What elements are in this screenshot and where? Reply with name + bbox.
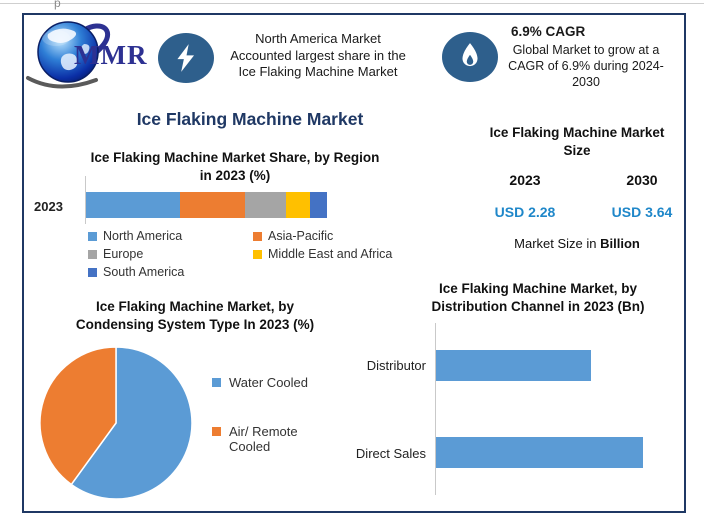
bar-segment-north-america [86,192,180,218]
legend-item-asia-pacific [253,229,392,243]
legend-swatch [88,232,97,241]
legend-item-air-remote-cooled [212,424,316,454]
bar-segment-middle-east-and-africa [286,192,310,218]
distribution-category-direct-sales: Direct Sales [355,446,426,461]
region-chart-title [55,149,415,185]
legend-label: Water Cooled [229,375,308,390]
region-chart-title-line: Ice Flaking Machine Market Share, by Region [90,150,380,165]
market-size-title [452,124,702,160]
legend-swatch [253,232,262,241]
bar-segment-south-america [310,192,327,218]
legend-swatch [253,250,262,259]
page-title: Ice Flaking Machine Market [136,109,364,129]
legend-item-europe [88,247,253,261]
flame-icon [457,42,483,72]
region-chart-legend [88,229,393,279]
condensing-chart-title-line: Condensing System Type In 2023 (%) [75,316,315,332]
legend-item-water-cooled [212,375,332,390]
condensing-chart-title-line: Ice Flaking Machine Market, by [95,299,295,314]
market-size-value-2023: USD 2.28 [494,204,556,220]
legend-item-north-america [88,229,253,243]
cagr-line: Global Market to grow at a [512,43,660,57]
legend-swatch [88,268,97,277]
dist-bar [436,437,643,468]
footnote-unit: Billion [600,236,640,251]
legend-swatch [212,427,221,436]
legend-item-south-america [88,265,253,279]
north-america-highlight [222,31,414,81]
legend-label: South America [103,265,185,279]
condensing-chart-title [28,298,362,333]
condensing-pie [36,343,196,503]
legend-label: Air/ Remote Cooled [229,424,298,454]
mmr-logo-text: MMR [74,40,148,70]
legend-swatch [88,250,97,259]
region-stacked-bar [86,192,327,218]
banner1-line: Accounted largest share in the [230,47,406,63]
cagr-heading: 6.9% CAGR [511,24,586,39]
top-crop-line [0,3,704,4]
lightning-badge [158,33,214,83]
distribution-chart-title-line: Ice Flaking Machine Market, by [438,281,638,296]
legend-swatch [212,378,221,387]
cagr-line: 2030 [572,75,600,89]
legend-item-middle-east-africa [253,247,392,261]
market-size-title-line: Size [563,143,591,158]
market-size-footnote [452,236,702,251]
market-size-year-2023: 2023 [509,172,541,188]
legend-label: Europe [103,247,144,261]
footnote-prefix: Market Size in [514,236,601,251]
market-size-value-2030: USD 3.64 [611,204,673,220]
distribution-category-distributor: Distributor [366,358,426,373]
cagr-body [505,42,667,90]
cropped-text-artifact: p [54,0,61,10]
bar-segment-europe [245,192,286,218]
bar-segment-asia-pacific [180,192,245,218]
banner1-line: Ice Flaking Machine Market [238,64,398,79]
market-size-title-line: Ice Flaking Machine Market [489,125,665,140]
cagr-highlight [505,24,667,90]
flame-badge [442,32,498,82]
legend-label: Middle East and Africa [268,247,393,261]
distribution-chart-title-line: Distribution Channel in 2023 (Bn) [431,298,645,314]
distribution-chart-title [400,280,676,315]
dist-bar [436,350,591,381]
cagr-line: CAGR of 6.9% during 2024- [508,59,664,73]
distribution-chart-axis-line [435,323,436,495]
legend-label: North America [103,229,183,243]
region-chart-category-label: 2023 [34,199,63,214]
legend-label: Asia-Pacific [268,229,334,243]
market-size-year-2030: 2030 [626,172,658,188]
banner1-line: North America Market [255,31,381,46]
lightning-icon [173,43,199,73]
region-chart-title-line: in 2023 (%) [199,168,271,183]
